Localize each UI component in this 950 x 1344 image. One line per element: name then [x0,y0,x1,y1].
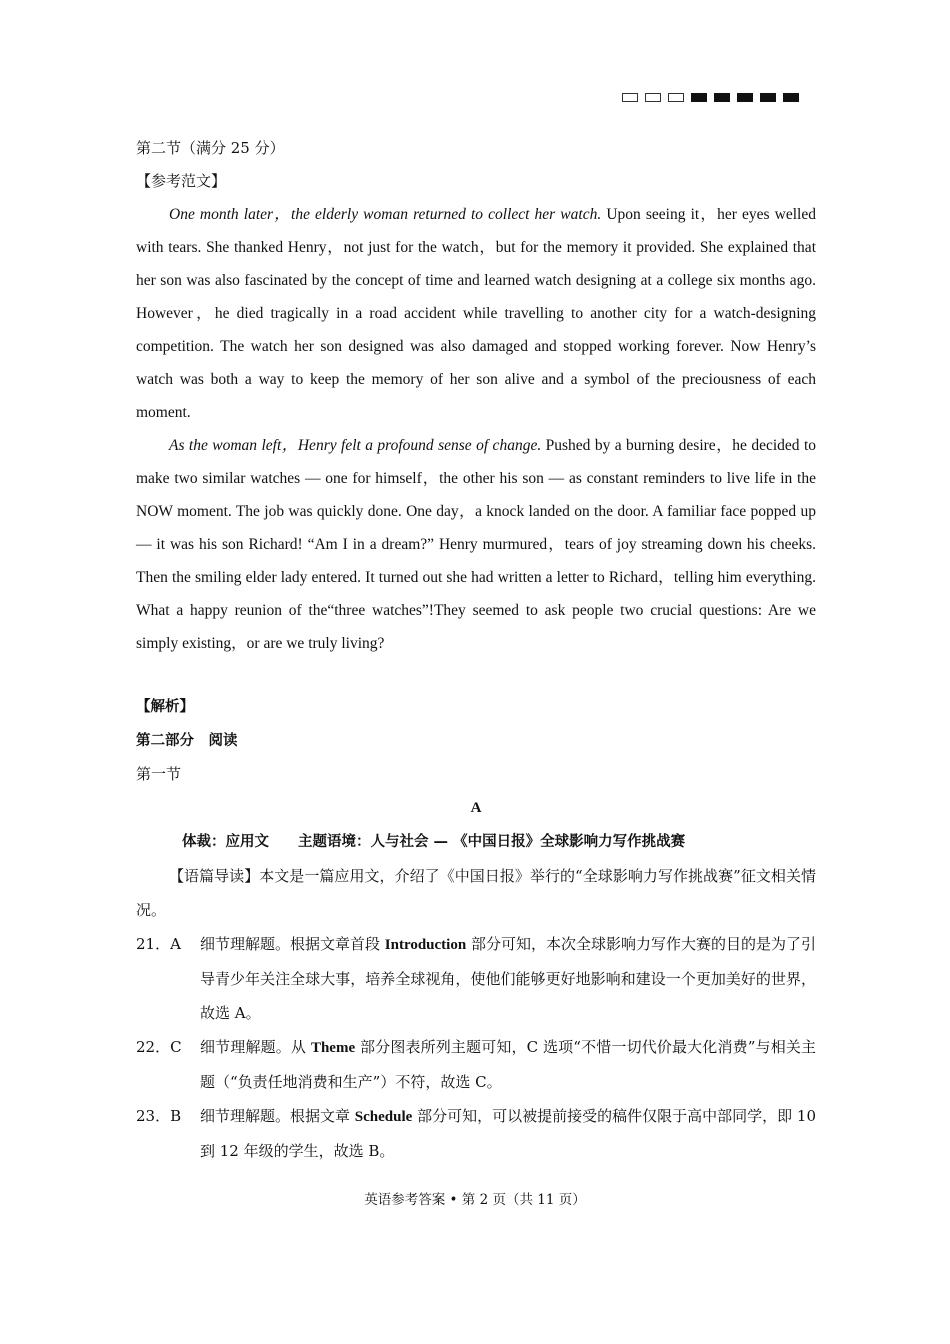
answer-explanation: 细节理解题。根据文章首段 Introduction 部分可知，本次全球影响力写作大赛的目的是为了引导青少年关注全球大事，培养全球视角，使他们能够更好地影响和建设一个更加美好的世界，故选 A。 [200,935,816,1022]
answer-keyword: Schedule [354,1109,413,1125]
essay-paragraph-1 [136,198,816,429]
answer-explanation: 细节理解题。根据文章 Schedule 部分可知，可以被提前接受的稿件仅限于高中部同学，即 10 到 12 年级的学生，故选 B。 [200,1107,816,1160]
answer-number: 21．A [136,935,181,953]
document-page [136,132,816,1168]
page-footer: 英语参考答案 • 第 2 页（共 11 页） [364,1192,586,1208]
header-mark [645,93,661,102]
answer-keyword: Theme [310,1040,356,1056]
analysis-label: 【解析】 [136,699,194,715]
answer-list [136,927,816,1168]
essay-paragraph-2 [136,429,816,660]
essay-body: Upon seeing it，her eyes welled with tears. She thanked Henry，not just for the watch，but for the memory it provided. She explained that her son was also fascinated by the concept of time and learned watch designing at a college six months ago. However，he died tragically in a road accident while travelling to another city for a watch-designing competition. The watch her son designed was also damaged and stopped working forever. Now Henry’s watch was both a way to keep the memory of her son alive and a symbol of the preciousness of each moment. [136,206,816,421]
header-mark [714,93,730,102]
header-mark [783,93,799,102]
answer-item [136,1099,816,1168]
header-marks [622,93,799,102]
header-mark [622,93,638,102]
header-mark [737,93,753,102]
answer-explanation: 细节理解题。从 Theme 部分图表所列主题可知，C 选项“不惜一切代价最大化消费”与相关主题（“负责任地消费和生产”）不符，故选 C。 [200,1038,816,1091]
header-mark [760,93,776,102]
essay-lead-sentence: One month later，the elderly woman returned to collect her watch. [169,206,602,223]
answer-item [136,927,816,1030]
part-title: 第二部分 阅读 [136,733,238,749]
essay-body: Pushed by a burning desire，he decided to make two similar watches — one for himself，the other his son — as constant reminders to live life in the NOW moment. The job was quickly done. One day，a knock landed on the door. A familiar face popped up — it was his son Richard! “Am I in a dream?” Henry murmured，tears of joy streaming down his cheeks. Then the smiling elder lady entered. It turned out she had written a letter to Richard，telling him everything. What a happy reunion of the“three watches”!They seemed to ask people two crucial questions: Are we simply existing，or are we truly living? [136,437,816,652]
model-essay-label: 【参考范文】 [136,172,227,190]
answer-number: 23．B [136,1107,182,1125]
genre-theme-line: 体裁：应用文 主题语境：人与社会 — 《中国日报》全球影响力写作挑战赛 [182,834,686,850]
header-mark [691,93,707,102]
answer-item [136,1030,816,1099]
answer-keyword: Introduction [384,937,467,953]
passage-guide: 【语篇导读】本文是一篇应用文，介绍了《中国日报》举行的“全球影响力写作挑战赛”征文相关情况。 [136,867,816,919]
essay-lead-sentence: As the woman left，Henry felt a profound sense of change. [169,437,542,454]
subsection-title: 第一节 [136,765,182,783]
passage-letter: A [470,800,482,816]
answer-number: 22．C [136,1038,182,1056]
section-title: 第二节（满分 25 分） [136,139,285,157]
header-mark [668,93,684,102]
